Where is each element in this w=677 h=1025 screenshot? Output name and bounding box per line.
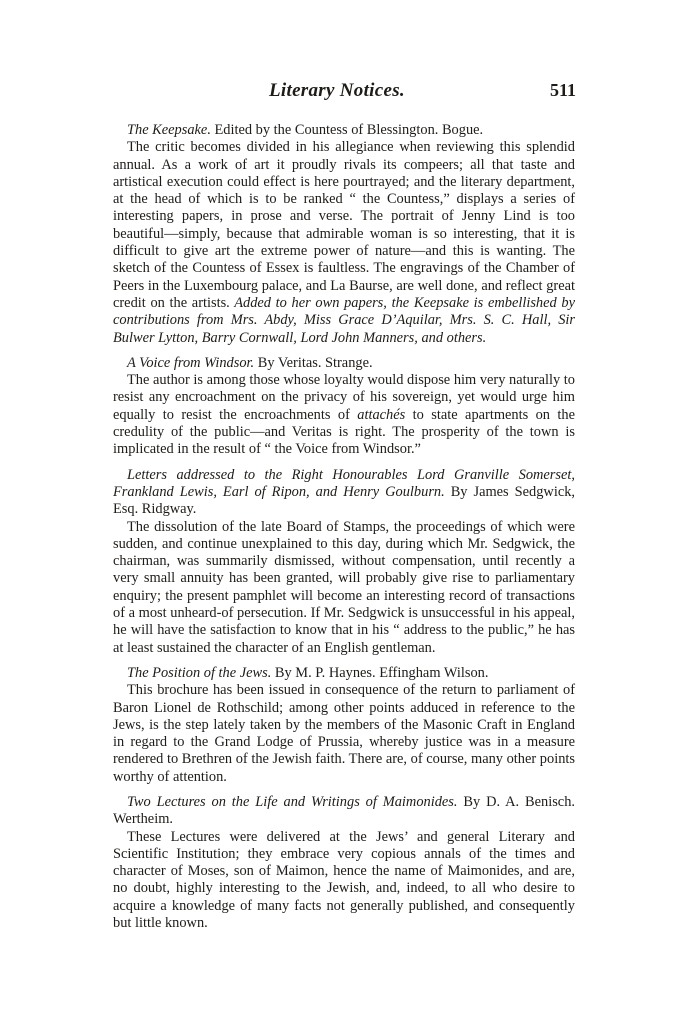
notice-details: By M. P. Haynes. Effingham Wilson. bbox=[271, 664, 489, 681]
page-header bbox=[98, 80, 576, 108]
notice-body bbox=[113, 519, 575, 657]
notice-body-text: The critic becomes divided in his allegiance when reviewing this splendid annual. As a work of art it proudly rivals its compeers; all that taste and artistical execution could effect is here pourtrayed; and the literary department, at the head of which is to be ranked “ the Countess,” displays a series of interesting papers, in prose and verse. The portrait of Jenny Lind is too beautiful—simply, because that admirable woman is so interesting, that it is difficult to give art the extreme power of nature—and this is wanting. The sketch of the Countess of Essex is faultless. The engravings of the Chamber of Peers in the Luxembourg palace, and La Baurse, are well done, and reflect great credit on the artists. bbox=[113, 139, 575, 311]
notice-title: The Position of the Jews. bbox=[127, 664, 272, 681]
notice-heading bbox=[113, 467, 575, 519]
notice-title: A Voice from Windsor. bbox=[127, 354, 255, 371]
notice-heading bbox=[113, 665, 575, 682]
notice-details: By D. A. Benisch. Wertheim. bbox=[113, 793, 575, 828]
notice-body-text: This brochure has been issued in consequence of the return to parliament of Baron Lionel de Rothschild; among other points adduced in reference to the Jews, is the step lately taken by the members of the Masonic Craft in England in regard to the Grand Lodge of Prussia, whereby justice was in a measure rendered to Brethren of the Jewish faith. There are, of course, many other points worthy of attention. bbox=[113, 682, 575, 785]
notice-title: Letters addressed to the Right Honourables Lord Granville Somerset, Frankland Lewis, Earl of Ripon, and Henry Goulburn. bbox=[113, 466, 575, 500]
notice-details: Edited by the Countess of Blessington. Bogue. bbox=[210, 122, 484, 138]
notice-details: By Veritas. Strange. bbox=[254, 354, 373, 371]
notice-body-text: The dissolution of the late Board of Stamps, the proceedings of which were sudden, and continue unexplained to this day, during which Mr. Sedgwick, the chairman, was summarily dismissed, without compensation, until recently a very small annuity has been granted, will probably give rise to parliamentary enquiry; the present pamphlet will become an interesting record of transactions of a most unheard-of persecution. If Mr. Sedgwick is unsuccessful in his appeal, he will have the satisfaction to know that in his “ address to the public,” he has at least sustained the character of an English gentleman. bbox=[113, 518, 575, 656]
notice-body-emphasis: attachés bbox=[357, 406, 406, 423]
notice-heading bbox=[113, 794, 575, 829]
notice-heading bbox=[113, 355, 575, 372]
notice-letters-sedgwick bbox=[113, 467, 575, 657]
page-number: 511 bbox=[549, 80, 576, 100]
notice-keepsake bbox=[113, 122, 575, 347]
notice-voice-from-windsor bbox=[113, 355, 575, 459]
notice-body bbox=[113, 829, 575, 933]
notice-body-emphasis: Added to her own papers, the Keepsake is embellished by contributions from Mrs. Abdy, Miss Grace D’Aquilar, Mrs. S. C. Hall, Sir Bulwer Lytton, Barry Cornwall, Lord John Manners, and others. bbox=[113, 294, 575, 346]
notice-heading bbox=[113, 122, 575, 139]
notice-maimonides bbox=[113, 794, 575, 932]
notice-position-of-jews bbox=[113, 665, 575, 786]
notice-details: By James Sedgwick, Esq. Ridgway. bbox=[113, 483, 575, 518]
running-title: Literary Notices. bbox=[269, 80, 405, 101]
notice-body bbox=[113, 372, 575, 458]
notice-body-text: The author is among those whose loyalty would dispose him very naturally to resist any encroachment on the privacy of his sovereign, yet would urge him equally to resist the encroachments of bbox=[113, 372, 575, 423]
notices-column bbox=[113, 122, 575, 940]
notice-body bbox=[113, 682, 575, 786]
notice-body bbox=[113, 139, 575, 347]
notice-title: The Keepsake. bbox=[127, 122, 211, 138]
notice-body-text: These Lectures were delivered at the Jews’ and general Literary and Scientific Institution; they embrace very copious annals of the times and character of Moses, son of Maimon, hence the name of Maimonides, and are, no doubt, highly interesting to the Jewish, and, indeed, to all who desire to acquire a knowledge of many facts not generally published, and consequently but little known. bbox=[113, 828, 575, 932]
notice-title: Two Lectures on the Life and Writings of Maimonides. bbox=[127, 793, 458, 810]
notice-body-text: to state apartments on the credulity of the public—and Veritas is right. The prosperity of the town is implicated in the result of “ the Voice from Windsor.” bbox=[113, 406, 575, 458]
